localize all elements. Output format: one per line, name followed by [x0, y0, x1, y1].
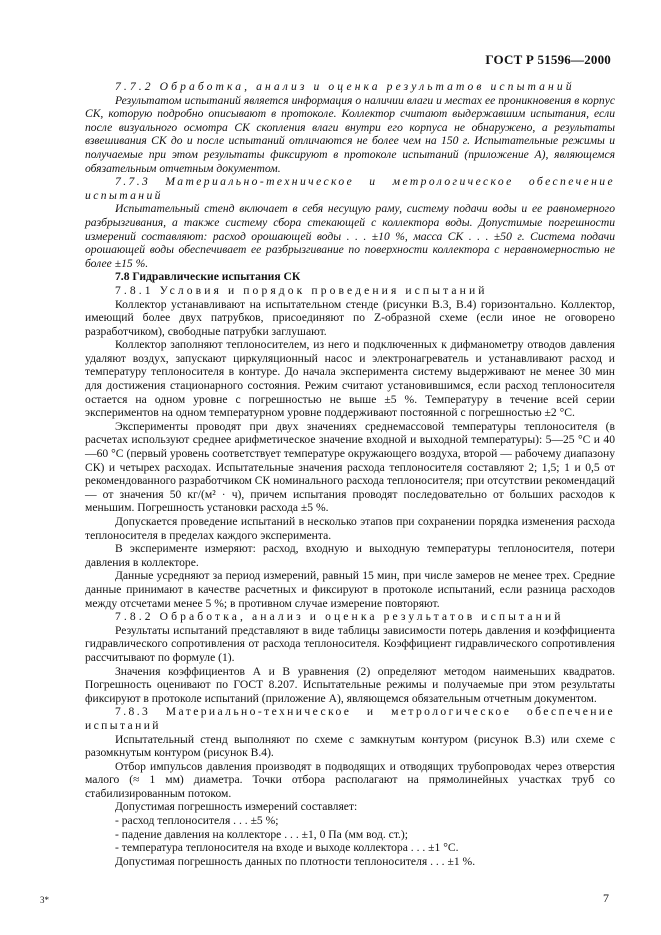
section-heading-7-8-2: 7.8.2 Обработка, анализ и оценка результатов испытаний — [115, 610, 564, 624]
footer-mark: 3* — [40, 895, 49, 905]
document-body — [85, 80, 615, 868]
section-heading-7-7-3: 7.7.3 Материально-техническое и метрологическое обеспечение испытаний — [85, 175, 615, 202]
paragraph: Испытательный стенд включает в себя несущую раму, систему подачи воды и ее равномерного разбрызгивания, а также систему сбора стекающей с коллектора воды. Допустимые погрешности измерений составляют: расход орошающей воды . . . ±10 %, масса СК . . . ±50 г. Система подачи орошающей воды обеспечивает ее разбрызгивание по поверхности коллектора с неравномерностью не более ±15 %. — [85, 202, 615, 270]
paragraph: Коллектор заполняют теплоносителем, из него и подключенных к дифманометру отводов давления удаляют воздух, запускают циркуляционный насос и электронагреватель и устанавливают расход и температуру теплоносителя в контуре. До начала эксперимента систему выдерживают не менее 30 мин для достижения стационарного состояния. Режим считают установившимся, если расход теплоносителя остается на одном уровне с погрешностью не выше ±5 %. Температуру в течение всей серии экспериментов на одном температурном уровне поддерживают постоянной с погрешностью ±2 °С. — [85, 338, 615, 420]
paragraph: Отбор импульсов давления производят в подводящих и отводящих трубопроводах через отверстия малого (≈ 1 мм) диаметра. Точки отбора располагают на прямолинейных участках труб со стабилизированным потоком. — [85, 759, 615, 800]
paragraph: Допускается проведение испытаний в несколько этапов при сохранении порядка изменения расхода теплоносителя в пределах каждого эксперимента. — [85, 515, 615, 542]
list-item: - температура теплоносителя на входе и выходе коллектора . . . ±1 °С. — [115, 841, 459, 855]
paragraph: Коллектор устанавливают на испытательном стенде (рисунки В.3, В.4) горизонтально. Коллектор, имеющий более двух патрубков, присоединяют по Z-образной схеме (если иное не оговорено разработчиком), свободные патрубки заглушают. — [85, 297, 615, 338]
document-header: ГОСТ Р 51596—2000 — [485, 52, 611, 67]
paragraph: Данные усредняют за период измерений, равный 15 мин, при числе замеров не менее трех. Средние данные принимают в качестве расчетных и фиксируют в протоколе испытаний, если разница расходов между отсчетами менее 5 %; в противном случае измерение повторяют. — [85, 569, 615, 610]
page-number: 7 — [603, 891, 609, 905]
section-heading-7-8: 7.8 Гидравлические испытания СК — [115, 270, 301, 284]
list-item: - падение давления на коллекторе . . . ±1, 0 Па (мм вод. ст.); — [115, 827, 408, 841]
list-item: - расход теплоносителя . . . ±5 %; — [115, 814, 279, 828]
section-heading-7-8-3: 7.8.3 Материально-техническое и метрологическое обеспечение испытаний — [85, 705, 615, 732]
section-heading-7-7-2: 7.7.2 Обработка, анализ и оценка результатов испытаний — [115, 80, 575, 93]
paragraph: Допустимая погрешность измерений составляет: — [115, 800, 358, 814]
paragraph: Допустимая погрешность данных по плотности теплоносителя . . . ±1 %. — [115, 854, 476, 868]
paragraph: В эксперименте измеряют: расход, входную и выходную температуры теплоносителя, потери давления в коллекторе. — [85, 542, 615, 569]
paragraph: Результаты испытаний представляют в виде таблицы зависимости потерь давления и коэффициента гидравлического сопротивления от расхода теплоносителя. Коэффициент гидравлического сопротивления рассчитывают по формуле (1). — [85, 623, 615, 664]
paragraph: Значения коэффициентов А и В уравнения (2) определяют методом наименьших квадратов. Погрешность оценивают по ГОСТ 8.207. Испытательные режимы и получаемые при этом результаты фиксируют в протоколе испытаний (приложение А), являющемся обязательным отчетным документом. — [85, 664, 615, 705]
paragraph: Испытательный стенд выполняют по схеме с замкнутым контуром (рисунок В.3) или схеме с разомкнутым контуром (рисунок В.4). — [85, 732, 615, 760]
tolerance-list — [85, 814, 615, 855]
paragraph: Результатом испытаний является информация о наличии влаги и местах ее проникновения в корпус СК, которую подробно описывают в протоколе. Коллектор считают выдержавшим испытания, если после визуального осмотра СК скопления влаги внутри его корпуса не обнаружено, а результаты взвешивания СК до и после испытаний отличаются не более чем на 150 г. Испытательные режимы и получаемые при этом результаты фиксируют в протоколе испытаний (приложение А), являющемся обязательным отчетным документом. — [85, 93, 615, 175]
paragraph: Эксперименты проводят при двух значениях среднемассовой температуры теплоносителя (в расчетах используют среднее арифметическое значение входной и выходной температуры): 5—25 °С и 40—60 °С (первый уровень соответствует температуре окружающего воздуха, второй — рабочему диапазону СК) и четырех расходах. Испытательные значения расхода теплоносителя составляют 2; 1,5; 1 и 0,5 от рекомендованного разработчиком СК номинального расхода теплоносителя; при отсутствии рекомендаций — от значения 50 кг/(м² · ч), причем испытания проводят последовательно от больших расходов к меньшим. Погрешность установки расхода ±5 %. — [85, 419, 615, 515]
section-heading-7-8-1: 7.8.1 Условия и порядок проведения испытаний — [115, 283, 488, 297]
